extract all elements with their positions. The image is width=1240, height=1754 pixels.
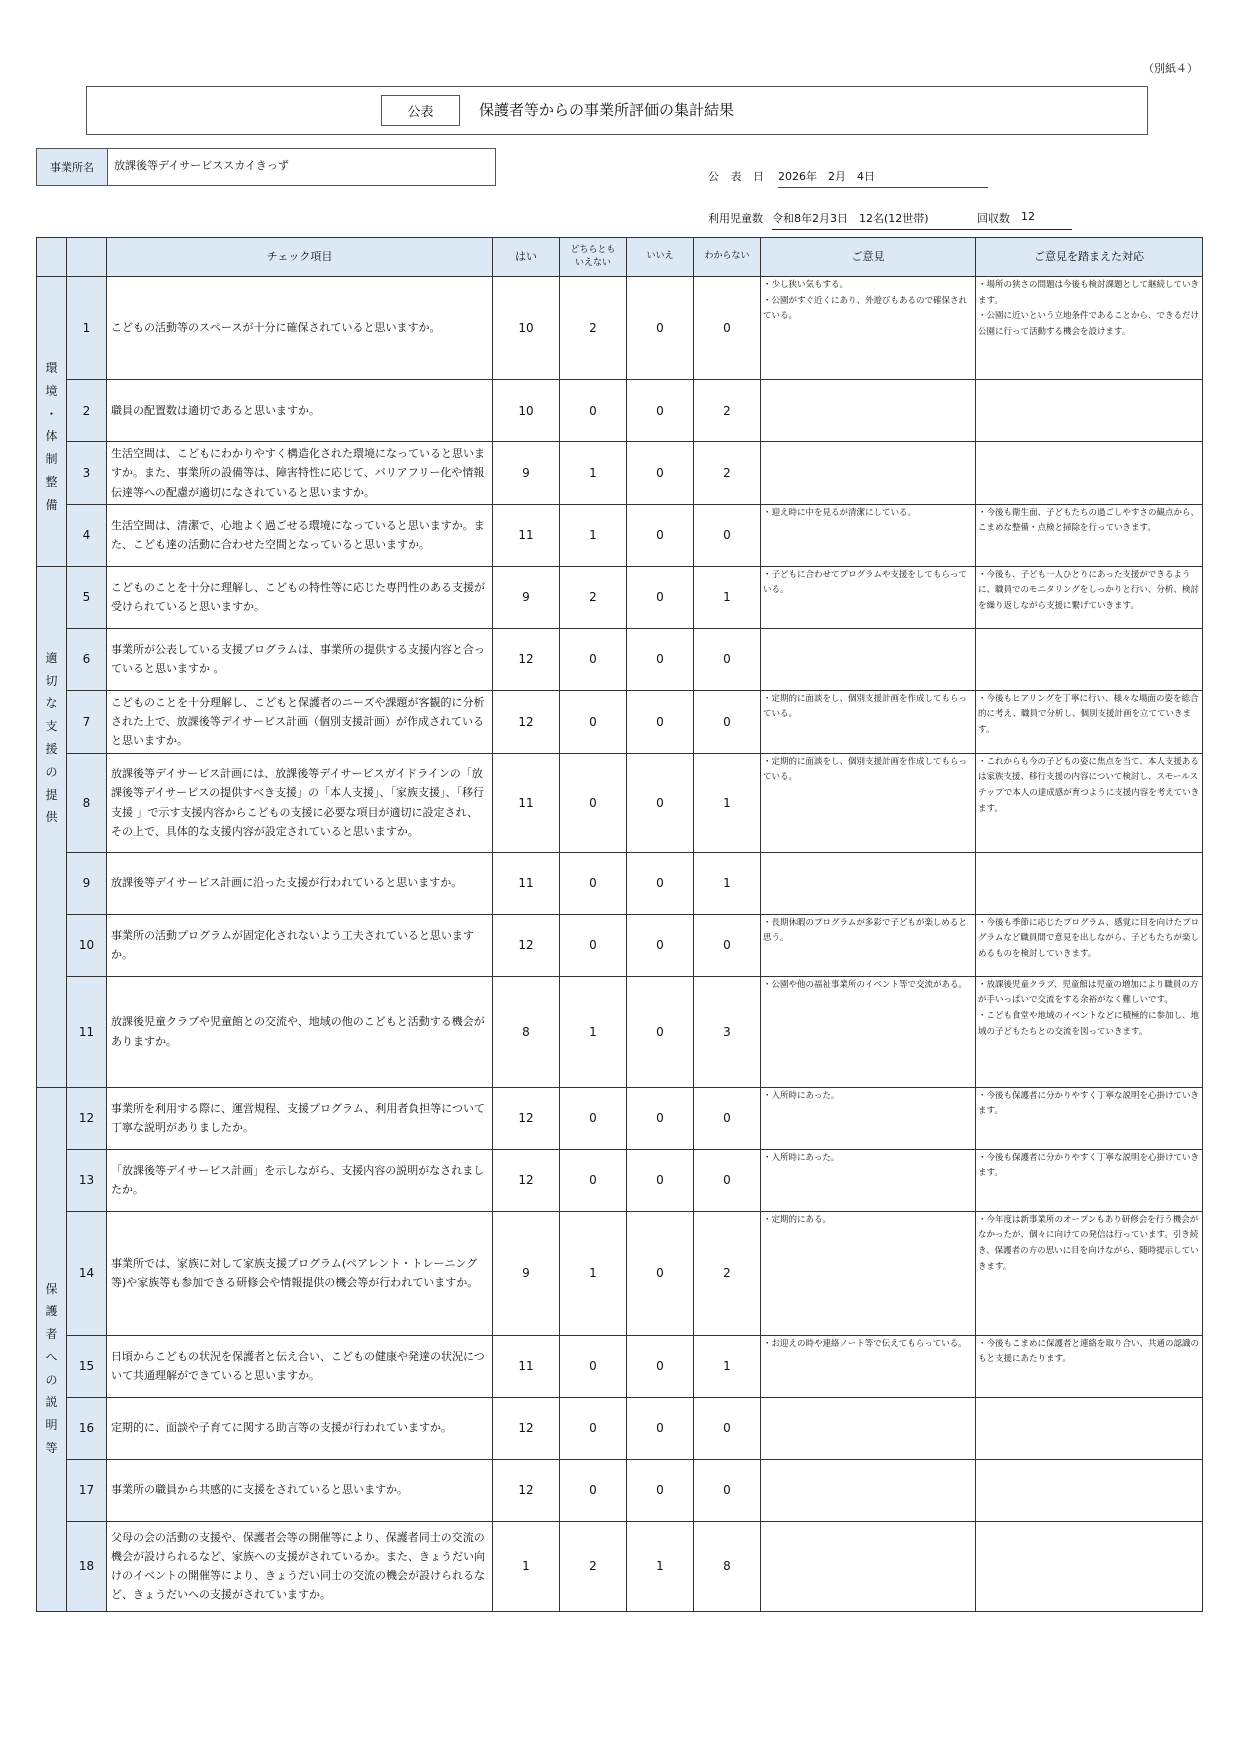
title-box xyxy=(86,86,1148,135)
count-no: 0 xyxy=(627,1211,694,1335)
response-text: ・今後もヒアリングを丁寧に行い、様々な場面の姿を総合的に考え、職員で分析し、個別支援計画を立てていきます。 xyxy=(976,690,1203,753)
count-neither: 0 xyxy=(560,1087,627,1149)
responses-label: 回収数 xyxy=(977,212,1010,225)
response-text xyxy=(976,1397,1203,1459)
office-label: 事業所名 xyxy=(37,149,108,185)
count-neither: 2 xyxy=(560,1521,627,1611)
count-no: 0 xyxy=(627,277,694,380)
table-row xyxy=(37,753,1203,852)
table-row xyxy=(37,1521,1203,1611)
responses-value: 12 xyxy=(1021,210,1035,223)
category-char: 明 xyxy=(45,1418,58,1433)
count-no: 0 xyxy=(627,976,694,1087)
question-text: 事業所の活動プログラムが固定化されないよう工夫されていると思いますか。 xyxy=(107,914,493,976)
table-row xyxy=(37,690,1203,753)
count-neither: 0 xyxy=(560,380,627,442)
opinion-text: ・迎え時に中を見るが清潔にしている。 xyxy=(761,504,976,566)
count-yes: 12 xyxy=(493,1397,560,1459)
usage-label: 利用児童数 xyxy=(708,212,763,225)
count-neither: 0 xyxy=(560,1459,627,1521)
count-yes: 12 xyxy=(493,628,560,690)
table-row xyxy=(37,504,1203,566)
question-text: こどものことを十分に理解し、こどもの特性等に応じた専門性のある支援が受けられていると思いますか。 xyxy=(107,566,493,628)
count-neither: 1 xyxy=(560,504,627,566)
table-row xyxy=(37,628,1203,690)
table-row xyxy=(37,1211,1203,1335)
category-char: 切 xyxy=(45,673,58,688)
count-unknown: 2 xyxy=(694,1211,761,1335)
row-number: 6 xyxy=(67,628,107,690)
opinion-text xyxy=(761,1397,976,1459)
annex-label: （別紙４） xyxy=(1143,62,1198,75)
count-unknown: 2 xyxy=(694,442,761,505)
office-name: 放課後等デイサービススカイきっず xyxy=(114,159,289,172)
question-text: 定期的に、面談や子育てに関する助言等の支援が行われていますか。 xyxy=(107,1397,493,1459)
opinion-text: ・少し狭い気もする。 ・公園がすぐ近くにあり、外遊びもあるので確保されている。 xyxy=(761,277,976,380)
question-text: 事業所では、家族に対して家族支援プログラム(ペアレント・トレーニング等)や家族等も参加できる研修会や情報提供の機会等が行われていますか。 xyxy=(107,1211,493,1335)
count-yes: 12 xyxy=(493,1459,560,1521)
count-unknown: 2 xyxy=(694,380,761,442)
response-text xyxy=(976,1459,1203,1521)
publication-date-value: 2026年 2月 4日 xyxy=(778,168,988,188)
count-yes: 10 xyxy=(493,380,560,442)
table-row xyxy=(37,914,1203,976)
table-row xyxy=(37,852,1203,914)
count-no: 0 xyxy=(627,1149,694,1211)
category-char: の xyxy=(45,1372,58,1387)
count-neither: 0 xyxy=(560,690,627,753)
header-neither: どちらとも いえない xyxy=(560,238,627,277)
question-text: 父母の会の活動の支援や、保護者会等の開催等により、保護者同士の交流の機会が設けられるなど、家族への支援がされているか。また、きょうだい向けのイベントの開催等により、きょうだい同士の交流の機会が設けられるなど、きょうだいへの支援がされていますか。 xyxy=(107,1521,493,1611)
row-number: 10 xyxy=(67,914,107,976)
opinion-text: ・定期的に面談をし、個別支援計画を作成してもらっている。 xyxy=(761,690,976,753)
response-text: ・今後も保護者に分かりやすく丁寧な説明を心掛けていきます。 xyxy=(976,1087,1203,1149)
count-no: 0 xyxy=(627,1087,694,1149)
opinion-text xyxy=(761,1459,976,1521)
count-neither: 0 xyxy=(560,1335,627,1397)
count-yes: 11 xyxy=(493,753,560,852)
response-text: ・今後も、子ども一人ひとりにあった支援ができるように、職員でのモニタリングをしっかりと行い、分析、検討を繰り返しながら支援に繋げていきます。 xyxy=(976,566,1203,628)
response-text xyxy=(976,1521,1203,1611)
category-char: 境 xyxy=(45,383,58,398)
row-number: 5 xyxy=(67,566,107,628)
table-row xyxy=(37,1397,1203,1459)
count-unknown: 1 xyxy=(694,753,761,852)
table-row xyxy=(37,1335,1203,1397)
opinion-text: ・長期休暇のプログラムが多彩で子どもが楽しめると思う。 xyxy=(761,914,976,976)
header-response: ご意見を踏まえた対応 xyxy=(976,238,1203,277)
evaluation-table xyxy=(36,237,1203,1612)
table-row xyxy=(37,976,1203,1087)
count-no: 0 xyxy=(627,753,694,852)
question-text: こどもの活動等のスペースが十分に確保されていると思いますか。 xyxy=(107,277,493,380)
response-text: ・今後も衛生面、子どもたちの過ごしやすさの観点から、こまめな整備・点検と掃除を行っていきます。 xyxy=(976,504,1203,566)
response-text: ・今後も保護者に分かりやすく丁寧な説明を心掛けていきます。 xyxy=(976,1149,1203,1211)
count-yes: 12 xyxy=(493,914,560,976)
usage-value: 令和8年2月3日 12名(12世帯) xyxy=(772,212,929,225)
category-char: 適 xyxy=(45,650,58,665)
category-char: 援 xyxy=(45,741,58,756)
category-char: 環 xyxy=(45,361,58,375)
question-text: 日頃からこどもの状況を保護者と伝え合い、こどもの健康や発達の状況について共通理解ができていると思いますか。 xyxy=(107,1335,493,1397)
category-char: へ xyxy=(45,1349,58,1364)
opinion-text xyxy=(761,852,976,914)
count-neither: 0 xyxy=(560,914,627,976)
title-tag: 公表 xyxy=(381,95,460,126)
row-number: 2 xyxy=(67,380,107,442)
usage-info xyxy=(708,210,1072,230)
opinion-text: ・子どもに合わせてプログラムや支援をしてもらっている。 xyxy=(761,566,976,628)
row-number: 16 xyxy=(67,1397,107,1459)
count-no: 0 xyxy=(627,914,694,976)
count-unknown: 1 xyxy=(694,1335,761,1397)
response-text: ・今年度は新事業所のオープンもあり研修会を行う機会がなかったが、個々に向けての発信は行っています。引き続き、保護者の方の思いに目を向けながら、随時提示していきます。 xyxy=(976,1211,1203,1335)
category-char: 支 xyxy=(45,719,58,734)
row-number: 14 xyxy=(67,1211,107,1335)
header-category xyxy=(37,238,67,277)
category-label xyxy=(37,566,67,1087)
count-yes: 9 xyxy=(493,442,560,505)
response-text xyxy=(976,628,1203,690)
category-char: 護 xyxy=(45,1304,58,1319)
category-char: 提 xyxy=(45,787,58,802)
count-no: 0 xyxy=(627,442,694,505)
count-yes: 12 xyxy=(493,1087,560,1149)
question-text: 事業所が公表している支援プログラムは、事業所の提供する支援内容と合っていると思いますか 。 xyxy=(107,628,493,690)
response-text: ・放課後児童クラブ、児童館は児童の増加により職員の方が手いっぱいで交流をする余裕がなく難しいです。 ・こども食堂や地域のイベントなどに積極的に参加し、地域の子どもたちとの交流を図っていきます。 xyxy=(976,976,1203,1087)
opinion-text xyxy=(761,380,976,442)
row-number: 12 xyxy=(67,1087,107,1149)
question-text: こどものことを十分理解し、こどもと保護者のニーズや課題が客観的に分析された上で、放課後等デイサービス計画（個別支援計画）が作成されていると思いますか。 xyxy=(107,690,493,753)
count-unknown: 1 xyxy=(694,566,761,628)
row-number: 11 xyxy=(67,976,107,1087)
category-label xyxy=(37,1087,67,1611)
category-char: な xyxy=(45,696,58,711)
count-unknown: 0 xyxy=(694,1087,761,1149)
category-char: 等 xyxy=(45,1441,58,1456)
count-no: 0 xyxy=(627,566,694,628)
count-yes: 12 xyxy=(493,690,560,753)
publication-date-label: 公 表 日 xyxy=(708,170,768,183)
count-neither: 2 xyxy=(560,277,627,380)
count-unknown: 0 xyxy=(694,277,761,380)
table-row xyxy=(37,1149,1203,1211)
question-text: 職員の配置数は適切であると思いますか。 xyxy=(107,380,493,442)
count-yes: 12 xyxy=(493,1149,560,1211)
category-char: 制 xyxy=(45,452,58,467)
opinion-text: ・公園や他の福祉事業所のイベント等で交流がある。 xyxy=(761,976,976,1087)
question-text: 事業所の職員から共感的に支援をされていると思いますか。 xyxy=(107,1459,493,1521)
row-number: 18 xyxy=(67,1521,107,1611)
question-text: 生活空間は、こどもにわかりやすく構造化された環境になっていると思いますか。また、事業所の設備等は、障害特性に応じて、バリアフリー化や情報伝達等への配慮が適切になされていると思いますか。 xyxy=(107,442,493,505)
count-yes: 10 xyxy=(493,277,560,380)
count-neither: 1 xyxy=(560,442,627,505)
count-neither: 0 xyxy=(560,753,627,852)
count-no: 0 xyxy=(627,1397,694,1459)
count-unknown: 3 xyxy=(694,976,761,1087)
category-char: 備 xyxy=(45,497,58,512)
response-text xyxy=(976,442,1203,505)
table-row xyxy=(37,380,1203,442)
table-body xyxy=(37,277,1203,1612)
header-unknown: わからない xyxy=(694,238,761,277)
category-char: 体 xyxy=(45,429,58,444)
table-row xyxy=(37,442,1203,505)
table-row xyxy=(37,1087,1203,1149)
count-no: 0 xyxy=(627,1335,694,1397)
category-char: ・ xyxy=(45,406,58,421)
count-unknown: 8 xyxy=(694,1521,761,1611)
office-box xyxy=(36,148,496,186)
count-neither: 0 xyxy=(560,1397,627,1459)
page-title: 保護者等からの事業所評価の集計結果 xyxy=(479,101,735,119)
response-text xyxy=(976,380,1203,442)
row-number: 13 xyxy=(67,1149,107,1211)
row-number: 3 xyxy=(67,442,107,505)
opinion-text: ・入所時にあった。 xyxy=(761,1087,976,1149)
response-text xyxy=(976,852,1203,914)
count-unknown: 0 xyxy=(694,628,761,690)
row-number: 1 xyxy=(67,277,107,380)
row-number: 15 xyxy=(67,1335,107,1397)
count-unknown: 1 xyxy=(694,852,761,914)
count-yes: 9 xyxy=(493,1211,560,1335)
question-text: 事業所を利用する際に、運営規程、支援プログラム、利用者負担等について丁寧な説明がありましたか。 xyxy=(107,1087,493,1149)
count-neither: 0 xyxy=(560,852,627,914)
opinion-text: ・定期的にある。 xyxy=(761,1211,976,1335)
count-neither: 0 xyxy=(560,628,627,690)
header-opinion: ご意見 xyxy=(761,238,976,277)
opinion-text xyxy=(761,628,976,690)
category-char: 整 xyxy=(45,474,58,489)
category-char: 保 xyxy=(45,1281,58,1296)
category-char: 者 xyxy=(45,1327,58,1342)
count-unknown: 0 xyxy=(694,690,761,753)
question-text: 「放課後等デイサービス計画」を示しながら、支援内容の説明がなされましたか。 xyxy=(107,1149,493,1211)
question-text: 放課後等デイサービス計画には、放課後等デイサービスガイドラインの「放課後等デイサービスの提供すべき支援」の「本人支援」、「家族支援」、「移行支援 」で示す支援内容からこどもの支援に必要な項目が適切に設定され、その上で、具体的な支援内容が設定されていると思いますか。 xyxy=(107,753,493,852)
count-no: 0 xyxy=(627,1459,694,1521)
header-no: いいえ xyxy=(627,238,694,277)
table-header-row xyxy=(37,238,1203,277)
count-yes: 11 xyxy=(493,1335,560,1397)
count-no: 0 xyxy=(627,852,694,914)
question-text: 放課後等デイサービス計画に沿った支援が行われていると思いますか。 xyxy=(107,852,493,914)
count-yes: 9 xyxy=(493,566,560,628)
category-char: 説 xyxy=(45,1395,58,1410)
count-unknown: 0 xyxy=(694,504,761,566)
row-number: 8 xyxy=(67,753,107,852)
opinion-text xyxy=(761,1521,976,1611)
table-row xyxy=(37,1459,1203,1521)
header-yes: はい xyxy=(493,238,560,277)
count-no: 1 xyxy=(627,1521,694,1611)
count-neither: 0 xyxy=(560,1149,627,1211)
opinion-text: ・入所時にあった。 xyxy=(761,1149,976,1211)
opinion-text: ・定期的に面談をし、個別支援計画を作成してもらっている。 xyxy=(761,753,976,852)
question-text: 放課後児童クラブや児童館との交流や、地域の他のこどもと活動する機会がありますか。 xyxy=(107,976,493,1087)
count-unknown: 0 xyxy=(694,1459,761,1521)
table-row xyxy=(37,566,1203,628)
usage-value-line xyxy=(772,210,1072,230)
category-char: 供 xyxy=(45,810,58,825)
category-char: の xyxy=(45,764,58,779)
response-text: ・これからも今の子どもの姿に焦点を当て、本人支援あるは家族支援、移行支援の内容について検討し、スモールステップで本人の達成感が育つように支援内容を考えていきます。 xyxy=(976,753,1203,852)
response-text: ・今後もこまめに保護者と連絡を取り合い、共通の認識のもと支援にあたります。 xyxy=(976,1335,1203,1397)
count-no: 0 xyxy=(627,504,694,566)
count-no: 0 xyxy=(627,380,694,442)
count-unknown: 0 xyxy=(694,1149,761,1211)
table-row xyxy=(37,277,1203,380)
count-neither: 2 xyxy=(560,566,627,628)
count-unknown: 0 xyxy=(694,914,761,976)
row-number: 4 xyxy=(67,504,107,566)
row-number: 9 xyxy=(67,852,107,914)
count-neither: 1 xyxy=(560,976,627,1087)
row-number: 17 xyxy=(67,1459,107,1521)
response-text: ・場所の狭さの問題は今後も検討課題として継続していきます。 ・公園に近いという立地条件であることから、できるだけ公園に行って活動する機会を設けます。 xyxy=(976,277,1203,380)
row-number: 7 xyxy=(67,690,107,753)
count-unknown: 0 xyxy=(694,1397,761,1459)
count-no: 0 xyxy=(627,628,694,690)
count-yes: 11 xyxy=(493,504,560,566)
category-label xyxy=(37,277,67,567)
opinion-text: ・お迎えの時や連絡ノート等で伝えてもらっている。 xyxy=(761,1335,976,1397)
count-neither: 1 xyxy=(560,1211,627,1335)
response-text: ・今後も季節に応じたプログラム、感覚に目を向けたプログラムなど職員間で意見を出しながら、子どもたちが楽しめるものを検討していきます。 xyxy=(976,914,1203,976)
header-item: チェック項目 xyxy=(107,238,493,277)
count-no: 0 xyxy=(627,690,694,753)
opinion-text xyxy=(761,442,976,505)
count-yes: 11 xyxy=(493,852,560,914)
count-yes: 8 xyxy=(493,976,560,1087)
count-yes: 1 xyxy=(493,1521,560,1611)
header-number xyxy=(67,238,107,277)
question-text: 生活空間は、清潔で、心地よく過ごせる環境になっていると思いますか。また、こども達の活動に合わせた空間となっていると思いますか。 xyxy=(107,504,493,566)
publication-date xyxy=(708,168,988,188)
